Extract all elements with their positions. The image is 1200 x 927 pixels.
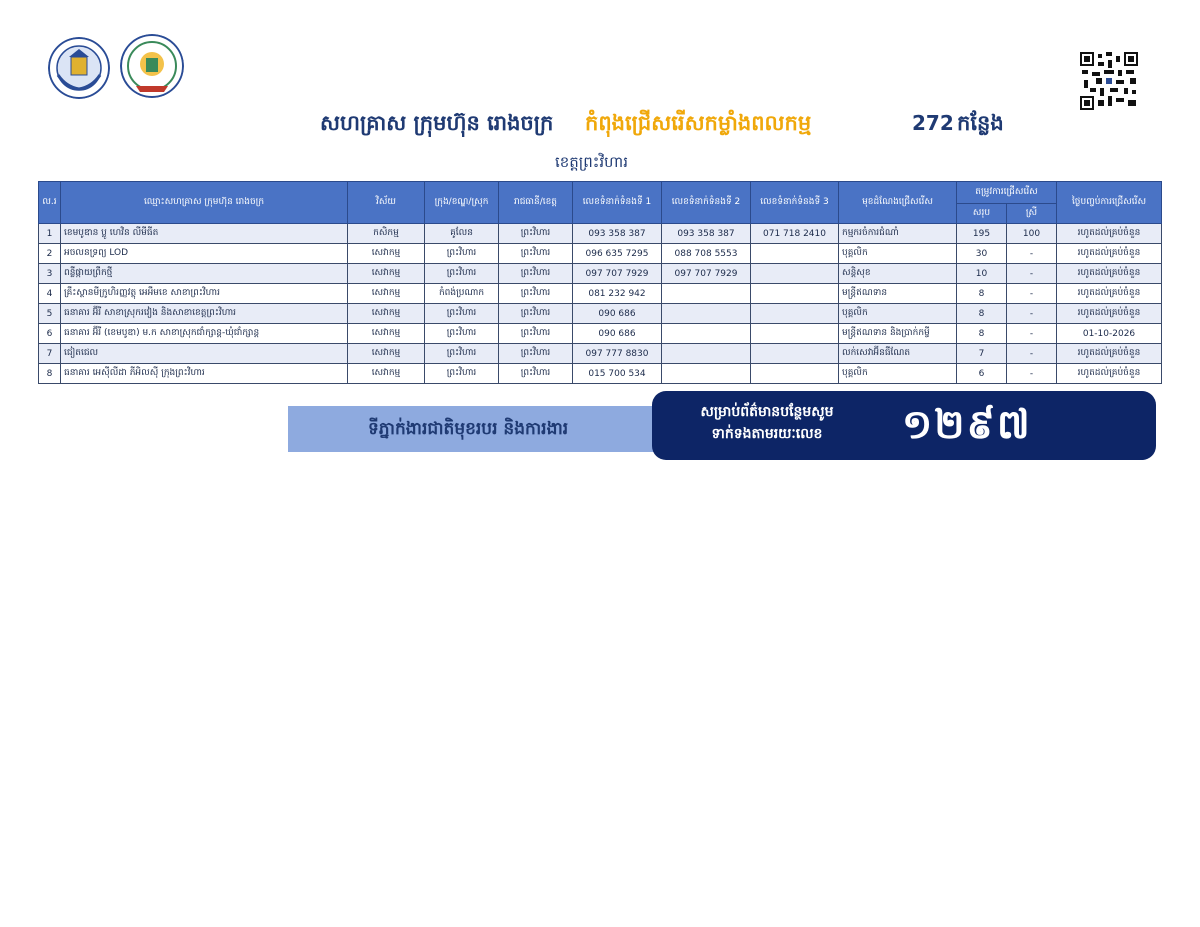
cell-position: លក់សេវាអ៊ីនធឺណែត xyxy=(839,344,957,364)
column-header-demand: តម្រូវការជ្រើសរើស xyxy=(957,182,1057,204)
headline-unit: កន្លែង xyxy=(957,111,1004,135)
cell-total: 6 xyxy=(957,364,1007,384)
cell-deadline: រហូតដល់គ្រប់ចំនួន xyxy=(1057,264,1162,284)
cell-phone2 xyxy=(662,324,751,344)
cell-phone2: 093 358 387 xyxy=(662,224,751,244)
cell-no: 1 xyxy=(39,224,61,244)
cell-female: 100 xyxy=(1007,224,1057,244)
cell-female: - xyxy=(1007,304,1057,324)
cell-phone2 xyxy=(662,284,751,304)
column-header-total: សរុប xyxy=(957,204,1007,224)
cell-no: 4 xyxy=(39,284,61,304)
cell-no: 7 xyxy=(39,344,61,364)
cell-district: ព្រះវិហារ xyxy=(425,324,499,344)
cell-female: - xyxy=(1007,264,1057,284)
job-table xyxy=(38,181,1162,384)
cell-district: ព្រះវិហារ xyxy=(425,304,499,324)
table-row xyxy=(39,244,1162,264)
cell-province: ព្រះវិហារ xyxy=(499,324,573,344)
headline-organization: សហគ្រាស ក្រុមហ៊ុន រោងចក្រ xyxy=(320,111,554,135)
cell-phone2 xyxy=(662,344,751,364)
cell-phone1: 097 707 7929 xyxy=(573,264,662,284)
table-row xyxy=(39,304,1162,324)
cell-phone1: 096 635 7295 xyxy=(573,244,662,264)
cell-sector: កសិកម្ម xyxy=(348,224,425,244)
cell-phone3 xyxy=(751,304,839,324)
column-header-district: ក្រុង/ខណ្ឌ/ស្រុក xyxy=(425,182,499,224)
cell-district: ព្រះវិហារ xyxy=(425,344,499,364)
cell-female: - xyxy=(1007,364,1057,384)
cell-phone3 xyxy=(751,324,839,344)
cell-no: 6 xyxy=(39,324,61,344)
cell-sector: សេវាកម្ម xyxy=(348,344,425,364)
cell-province: ព្រះវិហារ xyxy=(499,364,573,384)
cell-phone2: 088 708 5553 xyxy=(662,244,751,264)
cell-phone3 xyxy=(751,244,839,264)
cell-phone1: 097 777 8830 xyxy=(573,344,662,364)
cell-deadline: រហូតដល់គ្រប់ចំនួន xyxy=(1057,244,1162,264)
cell-phone3 xyxy=(751,344,839,364)
cell-total: 7 xyxy=(957,344,1007,364)
column-header-female: ស្រី xyxy=(1007,204,1057,224)
cell-sector: សេវាកម្ម xyxy=(348,284,425,304)
column-header-no: ល.រ xyxy=(39,182,61,224)
hotline-info xyxy=(692,401,842,445)
cell-sector: សេវាកម្ម xyxy=(348,244,425,264)
cell-female: - xyxy=(1007,344,1057,364)
cell-phone3 xyxy=(751,364,839,384)
cell-district: ព្រះវិហារ xyxy=(425,364,499,384)
column-header-phone3: លេខទំនាក់ទំនងទី 3 xyxy=(751,182,839,224)
cell-position: បុគ្គលិក xyxy=(839,304,957,324)
cell-district: ព្រះវិហារ xyxy=(425,264,499,284)
cell-company: ខេមបូឌាន ប្លូ ហេវិន លីមីធីត xyxy=(61,224,348,244)
cell-total: 8 xyxy=(957,324,1007,344)
cell-company: ធនាគារ អ៊ីរី សាខាស្រុករវៀង និងសាខាខេត្តព្រះវិហារ xyxy=(61,304,348,324)
cell-deadline: រហូតដល់គ្រប់ចំនួន xyxy=(1057,224,1162,244)
cell-province: ព្រះវិហារ xyxy=(499,264,573,284)
agency-banner xyxy=(288,406,660,452)
cell-company: ធនាគារ អ៊ីរី (ខេមបូឌា) ម.ក សាខាស្រុកជាំក្សាន្ត-ឃុំជាំក្សាន្ត xyxy=(61,324,348,344)
cell-deadline: រហូតដល់គ្រប់ចំនួន xyxy=(1057,284,1162,304)
table-row xyxy=(39,284,1162,304)
cell-no: 5 xyxy=(39,304,61,324)
cell-no: 3 xyxy=(39,264,61,284)
cell-total: 30 xyxy=(957,244,1007,264)
cell-province: ព្រះវិហារ xyxy=(499,304,573,324)
cell-phone3 xyxy=(751,264,839,284)
table-row xyxy=(39,224,1162,244)
cell-phone3: 071 718 2410 xyxy=(751,224,839,244)
cell-position: មន្ត្រីឥណទាន និងប្រាក់កម្ចី xyxy=(839,324,957,344)
column-header-phone2: លេខទំនាក់ទំនងទី 2 xyxy=(662,182,751,224)
cell-deadline: រហូតដល់គ្រប់ចំនួន xyxy=(1057,304,1162,324)
cell-position: បុគ្គលិក xyxy=(839,364,957,384)
cell-district: គូលែន xyxy=(425,224,499,244)
headline-total-count: 272 xyxy=(912,111,954,135)
cell-sector: សេវាកម្ម xyxy=(348,304,425,324)
cell-female: - xyxy=(1007,324,1057,344)
cell-deadline: រហូតដល់គ្រប់ចំនួន xyxy=(1057,364,1162,384)
agency-name: ទីភ្នាក់ងារជាតិមុខរបរ និងការងារ xyxy=(368,419,569,439)
cell-province: ព្រះវិហារ xyxy=(499,284,573,304)
nea-logo xyxy=(120,34,184,98)
hotline-banner xyxy=(652,391,1156,460)
column-header-company: ឈ្មោះសហគ្រាស ក្រុមហ៊ុន រោងចក្រ xyxy=(61,182,348,224)
cell-phone1: 015 700 534 xyxy=(573,364,662,384)
cell-position: សន្តិសុខ xyxy=(839,264,957,284)
cell-district: ព្រះវិហារ xyxy=(425,244,499,264)
cell-deadline: រហូតដល់គ្រប់ចំនួន xyxy=(1057,344,1162,364)
cell-phone1: 090 686 xyxy=(573,324,662,344)
column-header-phone1: លេខទំនាក់ទំនងទី 1 xyxy=(573,182,662,224)
cell-company: គ្រឹះស្ថានមីក្រូហិរញ្ញវត្ថុ អេអឹមខេ សាខាព្រះវិហារ xyxy=(61,284,348,304)
cell-sector: សេវាកម្ម xyxy=(348,264,425,284)
cell-no: 2 xyxy=(39,244,61,264)
cell-province: ព្រះវិហារ xyxy=(499,244,573,264)
cell-phone2 xyxy=(662,304,751,324)
cell-total: 10 xyxy=(957,264,1007,284)
cell-province: ព្រះវិហារ xyxy=(499,224,573,244)
column-header-sector: វិស័យ xyxy=(348,182,425,224)
cell-phone2 xyxy=(662,364,751,384)
cell-position: កម្មករចំការជំណាំ xyxy=(839,224,957,244)
cell-total: 8 xyxy=(957,284,1007,304)
hotline-info-line2: ទាក់ទងតាមរយៈលេខ xyxy=(711,426,823,442)
column-header-province: រាជធានី/ខេត្ត xyxy=(499,182,573,224)
cell-province: ព្រះវិហារ xyxy=(499,344,573,364)
cell-position: មន្ត្រីឥណទាន xyxy=(839,284,957,304)
cell-company: អចលនទ្រព្យ LOD xyxy=(61,244,348,264)
cell-deadline: 01-10-2026 xyxy=(1057,324,1162,344)
cell-total: 195 xyxy=(957,224,1007,244)
table-row xyxy=(39,324,1162,344)
table-row xyxy=(39,364,1162,384)
cell-sector: សេវាកម្ម xyxy=(348,364,425,384)
cell-position: បុគ្គលិក xyxy=(839,244,957,264)
cell-company: ពន្លឺផ្កាយព្រឹកថ្មី xyxy=(61,264,348,284)
cell-total: 8 xyxy=(957,304,1007,324)
cell-phone1: 081 232 942 xyxy=(573,284,662,304)
qr-code xyxy=(1080,52,1138,110)
table-row xyxy=(39,344,1162,364)
hotline-info-line1: សម្រាប់ព័ត៌មានបន្ថែមសូម xyxy=(700,404,834,420)
cell-company: ធនាគារ អេស៊ីលីដា ភីអិលស៊ី ក្រុងព្រះវិហារ xyxy=(61,364,348,384)
cell-female: - xyxy=(1007,284,1057,304)
headline-hiring: កំពុងជ្រើសរើសកម្លាំងពលកម្ម xyxy=(585,111,812,135)
cell-district: កំពង់ប្រណាក xyxy=(425,284,499,304)
cell-phone1: 093 358 387 xyxy=(573,224,662,244)
ministry-logo xyxy=(48,37,110,99)
column-header-deadline: ថ្ងៃបញ្ចប់ការជ្រើសរើស xyxy=(1057,182,1162,224)
cell-phone3 xyxy=(751,284,839,304)
cell-phone1: 090 686 xyxy=(573,304,662,324)
cell-company: ជៀតជេល xyxy=(61,344,348,364)
cell-phone2: 097 707 7929 xyxy=(662,264,751,284)
province-subtitle: ខេត្តព្រះវិហារ xyxy=(555,153,628,171)
cell-no: 8 xyxy=(39,364,61,384)
hotline-number: ១២៩៧ xyxy=(902,402,1032,448)
table-row xyxy=(39,264,1162,284)
cell-female: - xyxy=(1007,244,1057,264)
cell-sector: សេវាកម្ម xyxy=(348,324,425,344)
column-header-position: មុខដំណែងជ្រើសរើស xyxy=(839,182,957,224)
